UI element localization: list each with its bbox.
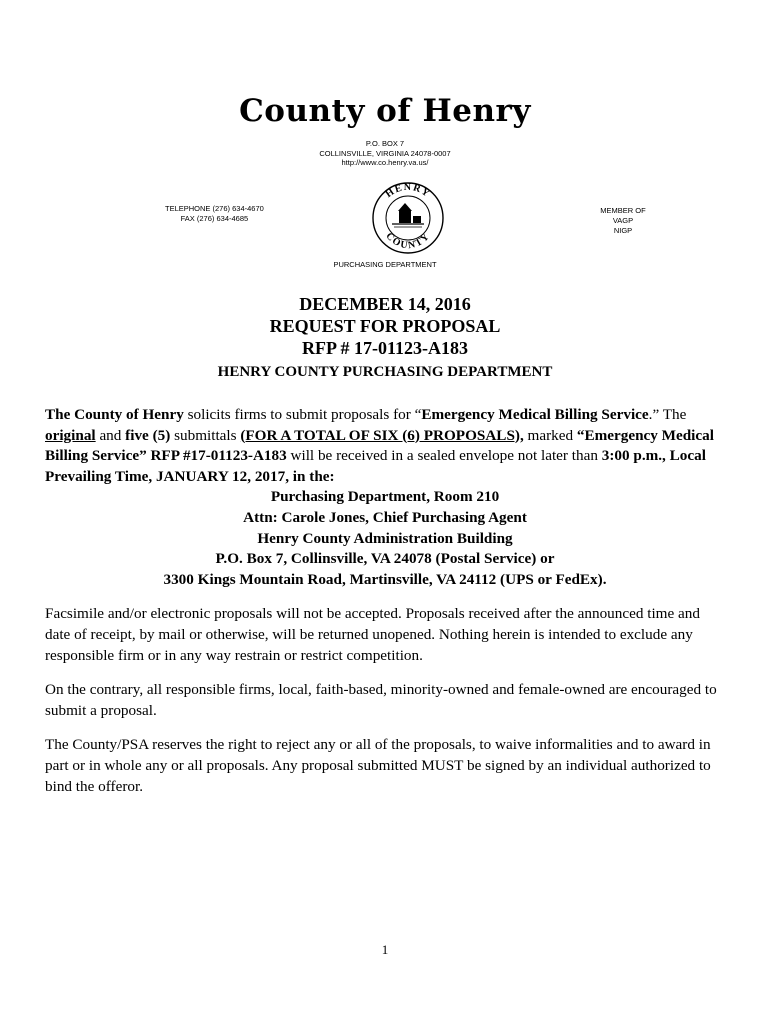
fax: FAX (276) 634-4685 [180, 214, 249, 223]
page-number: 1 [381, 942, 389, 957]
delivery-line: Henry County Administration Building [257, 529, 513, 547]
seal-top-text: HENRY [383, 181, 433, 201]
document-body [45, 405, 725, 797]
delivery-line: Attn: Carole Jones, Chief Purchasing Agent [243, 508, 527, 526]
website-line: http://www.co.henry.va.us/ [341, 158, 429, 167]
delivery-address [45, 487, 725, 590]
encouragement-paragraph: On the contrary, all responsible firms, local, faith-based, minority-owned and female-owned are encouraged to submit a proposal. [45, 681, 717, 719]
contact-block [165, 204, 264, 224]
member-org: VAGP [612, 216, 634, 225]
rfp-number: RFP # 17-01123-A183 [302, 338, 468, 358]
delivery-line: 3300 Kings Mountain Road, Martinsville, VA 24112 (UPS or FedEx). [163, 570, 607, 588]
letterhead-address [0, 139, 770, 168]
solicitation-paragraph: The County of Henry solicits firms to submit proposals for “Emergency Medical Billing Service.” The original and five (5) submittals (FOR A TOTAL OF SIX (6) PROPOSALS), marked “Emergency Medical Billing Service” RFP #17-01123-A183 will be received in a sealed envelope not later than 3:00 p.m., Local Prevailing Time, JANUARY 12, 2017, in the: [45, 406, 714, 485]
delivery-line: Purchasing Department, Room 210 [270, 488, 500, 506]
member-label: MEMBER OF [600, 206, 646, 215]
rights-paragraph: The County/PSA reserves the right to reject any or all of the proposals, to waive informalities and to award in part or in whole any or all proposals. Any proposal submitted MUST be signed by an individual authorized to bind the offeror. [45, 736, 711, 795]
seal-bottom-text: COUNTY [383, 230, 433, 252]
document-date: DECEMBER 14, 2016 [299, 294, 471, 314]
county-seal-icon [368, 178, 448, 258]
address-line: COLLINSVILLE, VIRGINIA 24078-0007 [319, 148, 451, 158]
membership-block [588, 206, 658, 236]
county-masthead: County of Henry [239, 93, 531, 129]
department-label: PURCHASING DEPARTMENT [333, 260, 437, 269]
address-line: P.O. BOX 7 [365, 139, 405, 148]
issuing-department: HENRY COUNTY PURCHASING DEPARTMENT [217, 364, 553, 380]
electronic-proposals-paragraph: Facsimile and/or electronic proposals will not be accepted. Proposals received after the announced time and date of receipt, by mail or otherwise, will be returned unopened. Nothing herein is intended to exclude any responsible firm or in any way restrain or restrict competition. [45, 605, 700, 664]
telephone: TELEPHONE (276) 634-4670 [165, 204, 264, 213]
document-type: REQUEST FOR PROPOSAL [269, 316, 501, 336]
member-org: NIGP [613, 226, 633, 235]
svg-text:HENRY [384, 182, 433, 200]
document-headings [0, 293, 770, 382]
delivery-line: P.O. Box 7, Collinsville, VA 24078 (Postal Service) or [215, 550, 555, 568]
